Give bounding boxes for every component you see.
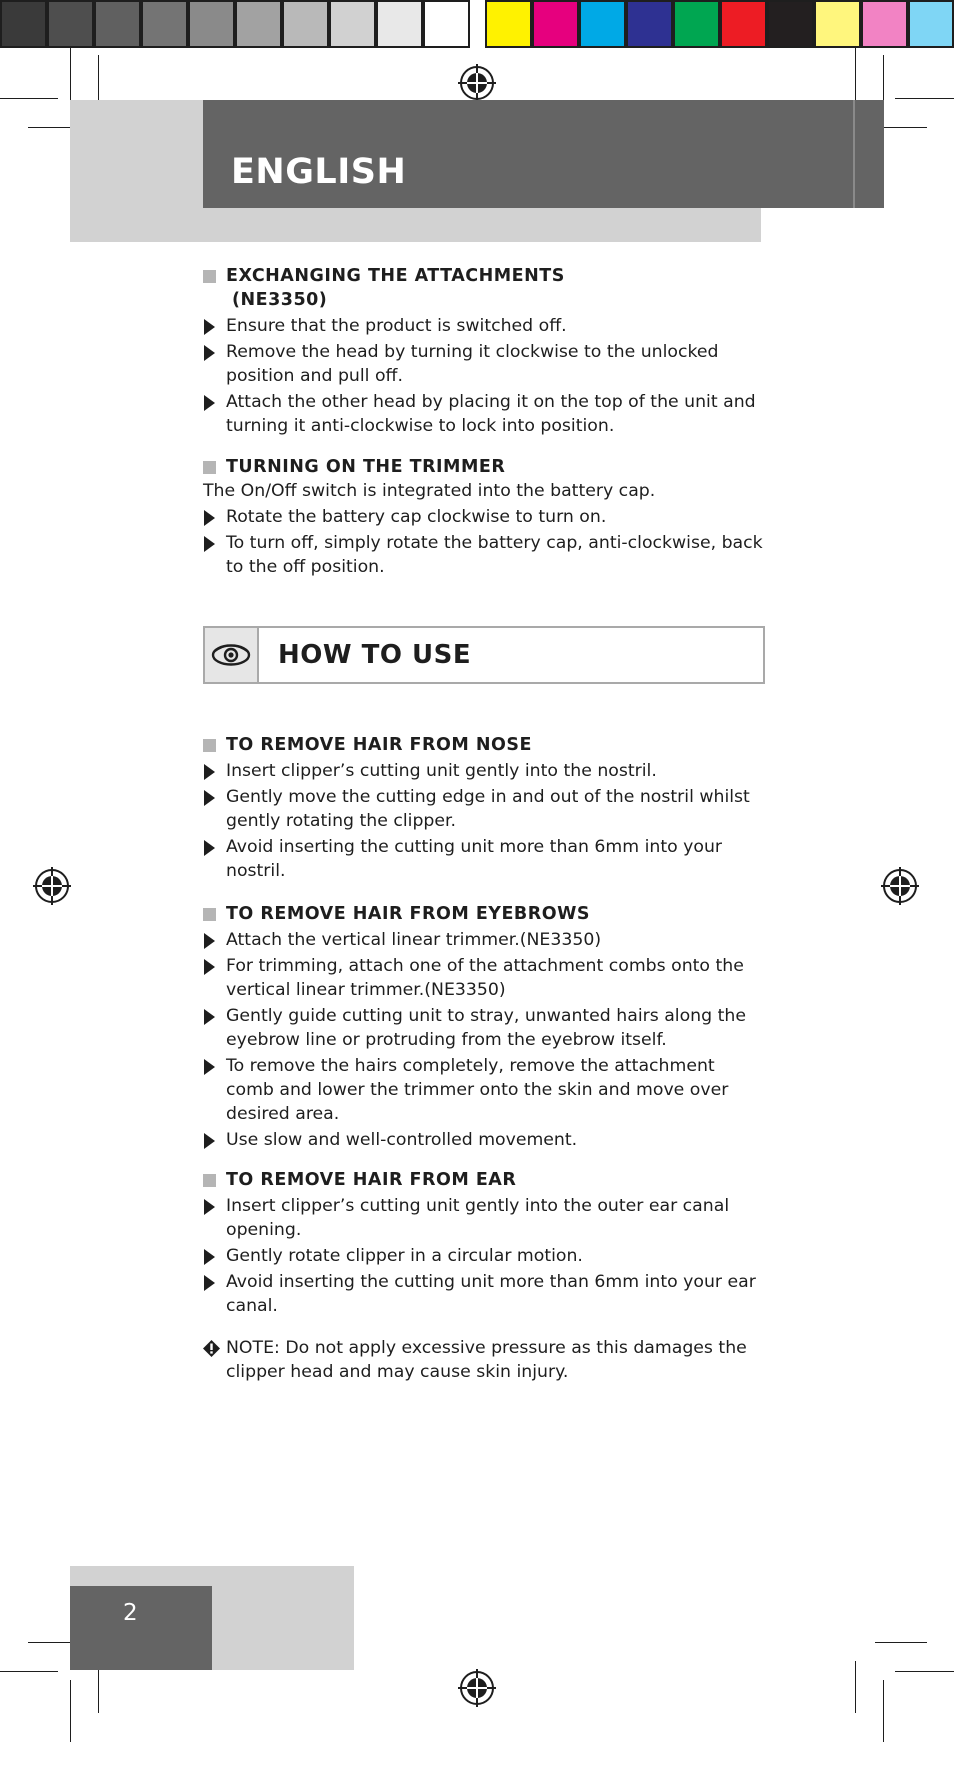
heading-square-icon — [203, 270, 216, 283]
grey-swatch — [0, 0, 47, 48]
triangle-bullet-icon — [204, 1275, 215, 1291]
triangle-bullet-icon — [204, 959, 215, 975]
list-item: Gently move the cutting edge in and out of the nostril whilst gently rotating the clipper. — [203, 785, 763, 833]
section-ear — [203, 1168, 763, 1318]
list-item: To remove the hairs completely, remove the attachment comb and lower the trimmer onto the skin and move over desired area. — [203, 1054, 763, 1126]
list-item: Avoid inserting the cutting unit more than 6mm into your ear canal. — [203, 1270, 763, 1318]
triangle-bullet-icon — [204, 510, 215, 526]
triangle-bullet-icon — [204, 395, 215, 411]
triangle-bullet-icon — [204, 1133, 215, 1149]
section-heading — [203, 455, 763, 479]
triangle-bullet-icon — [204, 345, 215, 361]
section-banner-title: HOW TO USE — [278, 640, 472, 670]
list-item: Gently guide cutting unit to stray, unwanted hairs along the eyebrow line or protruding from the eyebrow itself. — [203, 1004, 763, 1052]
list-item: Insert clipper’s cutting unit gently into the outer ear canal opening. — [203, 1194, 763, 1242]
section-eyebrows — [203, 902, 763, 1152]
page-title: ENGLISH — [231, 152, 407, 192]
section-heading — [203, 733, 763, 757]
triangle-bullet-icon — [204, 840, 215, 856]
color-swatch — [861, 0, 908, 48]
section-heading — [203, 264, 763, 312]
grey-swatch — [94, 0, 141, 48]
page-number: 2 — [123, 1600, 138, 1626]
section-note — [203, 1336, 763, 1384]
section-exchanging-attachments — [203, 264, 763, 438]
list-item: Avoid inserting the cutting unit more than 6mm into your nostril. — [203, 835, 763, 883]
heading-title: EXCHANGING THE ATTACHMENTS — [226, 266, 565, 286]
list-item: Attach the other head by placing it on the top of the unit and turning it anti-clockwise to lock into position. — [203, 390, 763, 438]
heading-title: TO REMOVE HAIR FROM EAR — [226, 1170, 517, 1190]
triangle-bullet-icon — [204, 536, 215, 552]
color-swatch — [814, 0, 861, 48]
heading-title: TURNING ON THE TRIMMER — [226, 457, 506, 477]
color-swatch — [908, 0, 954, 48]
list-item: Attach the vertical linear trimmer.(NE3350) — [203, 928, 763, 952]
triangle-bullet-icon — [204, 1199, 215, 1215]
triangle-bullet-icon — [204, 764, 215, 780]
triangle-bullet-icon — [204, 1059, 215, 1075]
list-item: Ensure that the product is switched off. — [203, 314, 763, 338]
footer-dark-band — [70, 1586, 212, 1670]
registration-mark-icon — [33, 867, 71, 905]
note-text: NOTE: Do not apply excessive pressure as this damages the clipper head and may cause skin injury. — [203, 1336, 763, 1384]
header-divider — [853, 100, 855, 208]
how-to-use-banner — [203, 626, 765, 684]
triangle-bullet-icon — [204, 790, 215, 806]
color-swatch — [767, 0, 814, 48]
triangle-bullet-icon — [204, 1249, 215, 1265]
manual-content — [203, 0, 763, 1772]
list-item: For trimming, attach one of the attachment combs onto the vertical linear trimmer.(NE3350) — [203, 954, 763, 1002]
triangle-bullet-icon — [204, 933, 215, 949]
section-nose — [203, 733, 763, 883]
list-item: Use slow and well-controlled movement. — [203, 1128, 763, 1152]
triangle-bullet-icon — [204, 319, 215, 335]
section-turning-on — [203, 455, 763, 579]
triangle-bullet-icon — [204, 1009, 215, 1025]
heading-square-icon — [203, 461, 216, 474]
heading-model: (NE3350) — [232, 290, 328, 310]
list-item: Remove the head by turning it clockwise to the unlocked position and pull off. — [203, 340, 763, 388]
section-heading — [203, 1168, 763, 1192]
heading-square-icon — [203, 1174, 216, 1187]
registration-mark-icon — [881, 867, 919, 905]
heading-square-icon — [203, 908, 216, 921]
section-heading — [203, 902, 763, 926]
heading-square-icon — [203, 739, 216, 752]
heading-title: TO REMOVE HAIR FROM NOSE — [226, 735, 532, 755]
list-item: Gently rotate clipper in a circular motion. — [203, 1244, 763, 1268]
grey-swatch — [141, 0, 188, 48]
intro-text: The On/Off switch is integrated into the battery cap. — [203, 481, 656, 501]
warning-diamond-icon — [203, 1340, 220, 1357]
heading-title: TO REMOVE HAIR FROM EYEBROWS — [226, 904, 591, 924]
list-item: To turn off, simply rotate the battery cap, anti-clockwise, back to the off position. — [203, 531, 763, 579]
grey-swatch — [47, 0, 94, 48]
list-item: Insert clipper’s cutting unit gently into the nostril. — [203, 759, 763, 783]
eye-icon-cell — [205, 628, 259, 682]
list-item: Rotate the battery cap clockwise to turn on. — [203, 505, 763, 529]
eye-icon — [211, 639, 251, 671]
